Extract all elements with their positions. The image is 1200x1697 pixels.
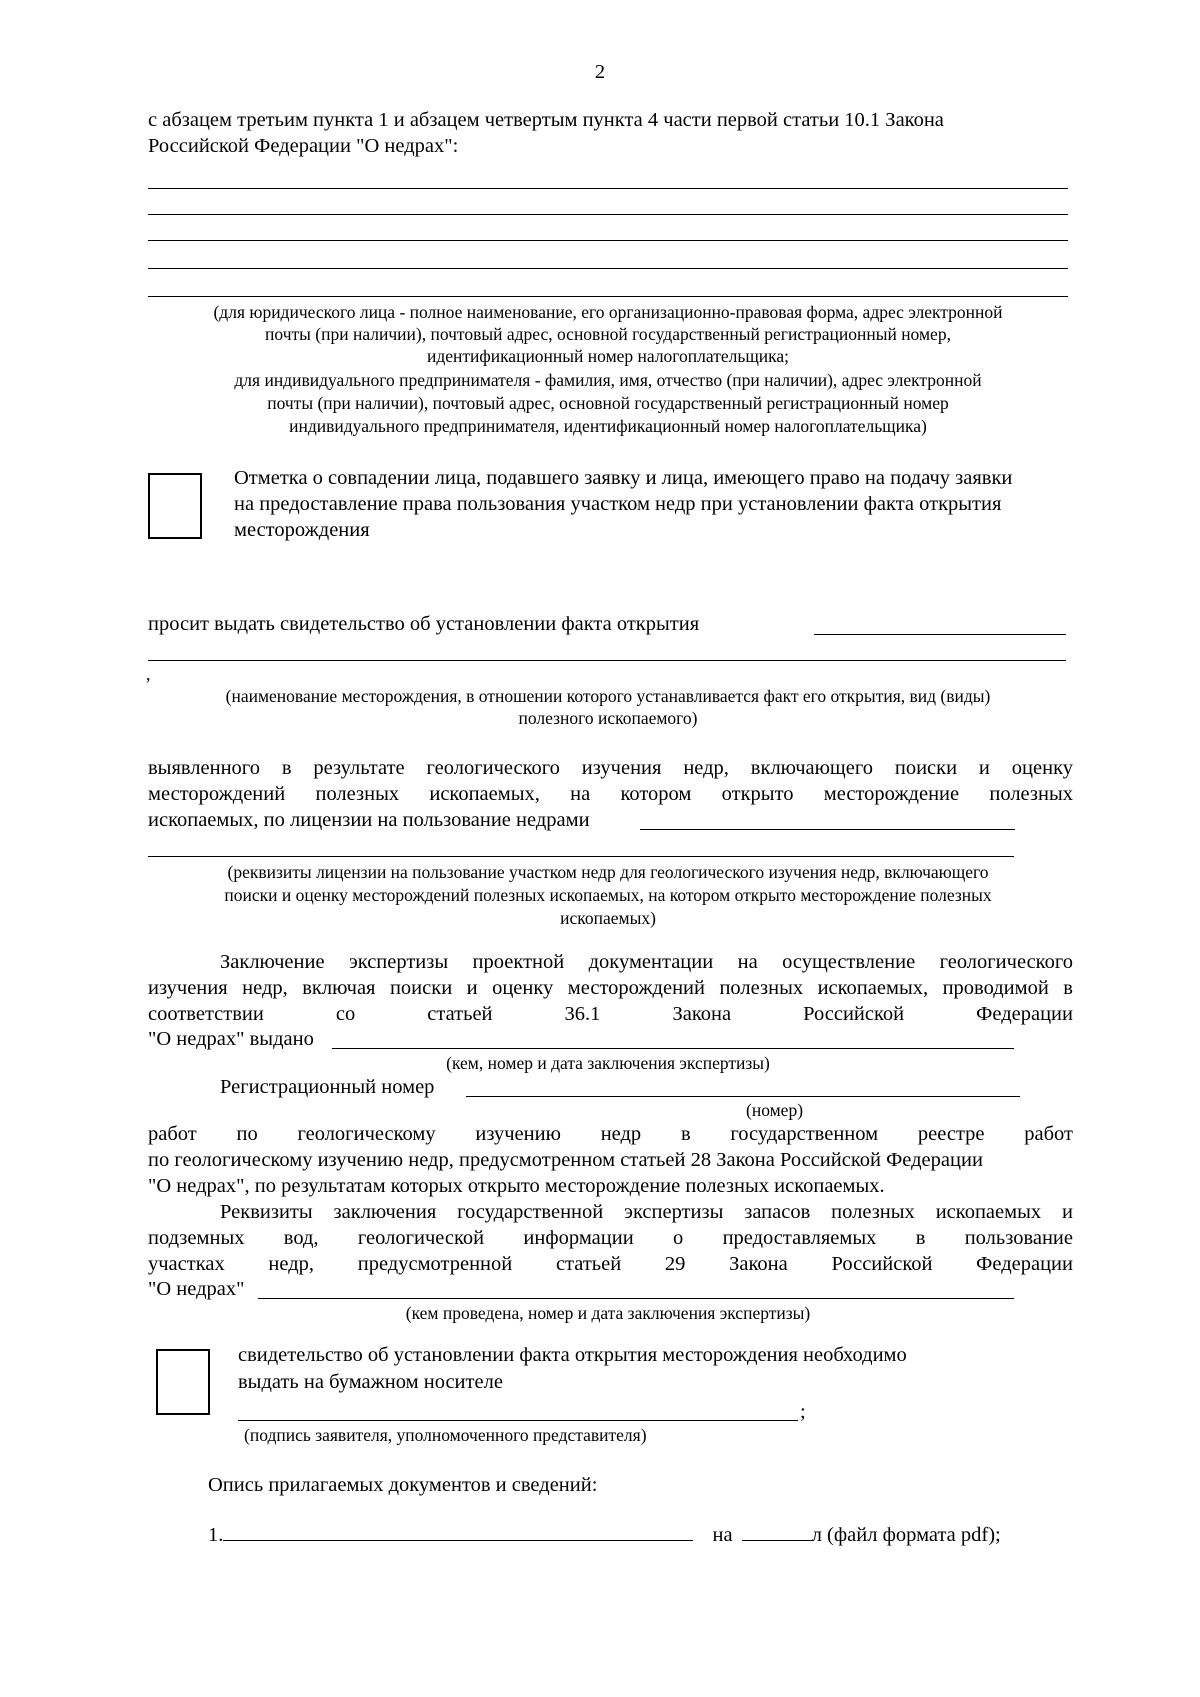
applicant-line-1 <box>148 188 1068 189</box>
intro-line-2: Российской Федерации "О недрах": <box>148 135 459 157</box>
inventory-title: Опись прилагаемых документов и сведений: <box>208 1474 598 1496</box>
paper-text-2: выдать на бумажном носителе <box>238 1371 503 1393</box>
reg-number-line <box>466 1096 1020 1097</box>
inventory-item-number: 1. <box>208 1524 224 1546</box>
license-caption-1: (реквизиты лицензии на пользование участком недр для геологического изучения недр, включающего <box>227 862 989 882</box>
license-caption-2: поиски и оценку месторождений полезных ископаемых, на котором открыто месторождение полезных <box>224 885 992 905</box>
deposit-line-short <box>814 634 1066 635</box>
requisites-line-3: участках недр, предусмотренной статьей 29 Закона Российской Федерации <box>148 1253 1073 1275</box>
match-text-2: на предоставление права пользования участком недр при установлении факта открытия <box>234 493 1002 515</box>
applicant-caption-3: идентификационный номер налогоплательщика; <box>426 346 790 366</box>
applicant-line-2 <box>148 214 1068 215</box>
applicant-line-5 <box>148 296 1068 297</box>
license-caption-3: ископаемых) <box>560 908 656 928</box>
document-name-field[interactable] <box>223 1523 693 1541</box>
signature-caption: (подпись заявителя, уполномоченного представителя) <box>244 1425 647 1445</box>
page-number: 2 <box>594 61 606 83</box>
applicant-caption-4: для индивидуального предпринимателя - фамилия, имя, отчество (при наличии), адрес электронной <box>234 370 982 390</box>
identified-line-2: месторождений полезных ископаемых, на котором открыто месторождение полезных <box>148 783 1073 805</box>
requisites-caption: (кем проведена, номер и дата заключения экспертизы) <box>405 1303 811 1323</box>
expertise-line-1: Заключение экспертизы проектной документации на осуществление геологического <box>220 951 1073 973</box>
expertise-line-3: соответствии со статьей 36.1 Закона Российской Федерации <box>148 1003 1073 1025</box>
requisites-line-2: подземных вод, геологической информации о предоставляемых в пользование <box>148 1227 1073 1249</box>
applicant-caption-5: почты (при наличии), почтовый адрес, основной государственный регистрационный номер <box>267 393 949 413</box>
paper-text-1: свидетельство об установлении факта открытия месторождения необходимо <box>238 1344 907 1366</box>
match-checkbox[interactable] <box>148 473 202 539</box>
applicant-line-3 <box>148 240 1068 241</box>
expertise-line-2: изучения недр, включая поиски и оценку месторождений полезных ископаемых, проводимой в <box>148 977 1073 999</box>
signature-semicolon: ; <box>800 1401 806 1423</box>
identified-line-1: выявленного в результате геологического изучения недр, включающего поиски и оценку <box>148 757 1073 779</box>
deposit-caption-2: полезного ископаемого) <box>518 708 698 728</box>
requisites-line-1: Реквизиты заключения государственной экспертизы запасов полезных ископаемых и <box>220 1201 1073 1223</box>
applicant-caption-6: индивидуального предпринимателя, идентификационный номер налогоплательщика) <box>289 416 927 436</box>
reg-number-label: Регистрационный номер <box>220 1076 435 1098</box>
registry-line-2: по геологическому изучению недр, предусмотренном статьей 28 Закона Российской Федерации <box>148 1149 983 1171</box>
registry-line-1: работ по геологическому изучению недр в государственном реестре работ <box>148 1123 1073 1145</box>
deposit-comma: , <box>146 664 151 684</box>
signature-line <box>238 1420 798 1421</box>
inventory-item-suffix: л (файл формата pdf); <box>811 1524 1001 1546</box>
inventory-item-1 <box>208 1523 1001 1548</box>
inventory-item-on: на <box>712 1524 733 1546</box>
license-line-full <box>148 856 1014 857</box>
applicant-line-4 <box>148 268 1068 269</box>
expertise-line <box>332 1048 1014 1049</box>
identified-line-3: ископаемых, по лицензии на пользование недрами <box>148 809 590 831</box>
intro-line-1: с абзацем третьим пункта 1 и абзацем четвертым пункта 4 части первой статьи 10.1 Закона <box>148 109 944 131</box>
registry-line-3: "О недрах", по результатам которых открыто месторождение полезных ископаемых. <box>148 1175 885 1197</box>
request-text: просит выдать свидетельство об установлении факта открытия <box>148 613 700 635</box>
license-line-short <box>640 829 1015 830</box>
expertise-caption: (кем, номер и дата заключения экспертизы) <box>446 1053 770 1073</box>
paper-checkbox[interactable] <box>156 1349 210 1415</box>
requisites-line <box>258 1298 1014 1299</box>
sheet-count-field[interactable] <box>742 1523 812 1541</box>
match-text-3: месторождения <box>234 519 370 541</box>
applicant-caption-2: почты (при наличии), почтовый адрес, основной государственный регистрационный номер, <box>265 324 951 344</box>
deposit-line-full <box>148 660 1066 661</box>
match-text-1: Отметка о совпадении лица, подавшего заявку и лица, имеющего право на подачу заявки <box>234 467 1013 489</box>
deposit-caption-1: (наименование месторождения, в отношении которого устанавливается факт его открытия, вид (виды) <box>225 686 991 706</box>
expertise-issued: "О недрах" выдано <box>148 1028 314 1050</box>
number-caption: (номер) <box>746 1100 804 1120</box>
applicant-caption-1: (для юридического лица - полное наименование, его организационно-правовая форма, адрес электронной <box>213 302 1003 322</box>
requisites-last: "О недрах" <box>148 1278 245 1300</box>
